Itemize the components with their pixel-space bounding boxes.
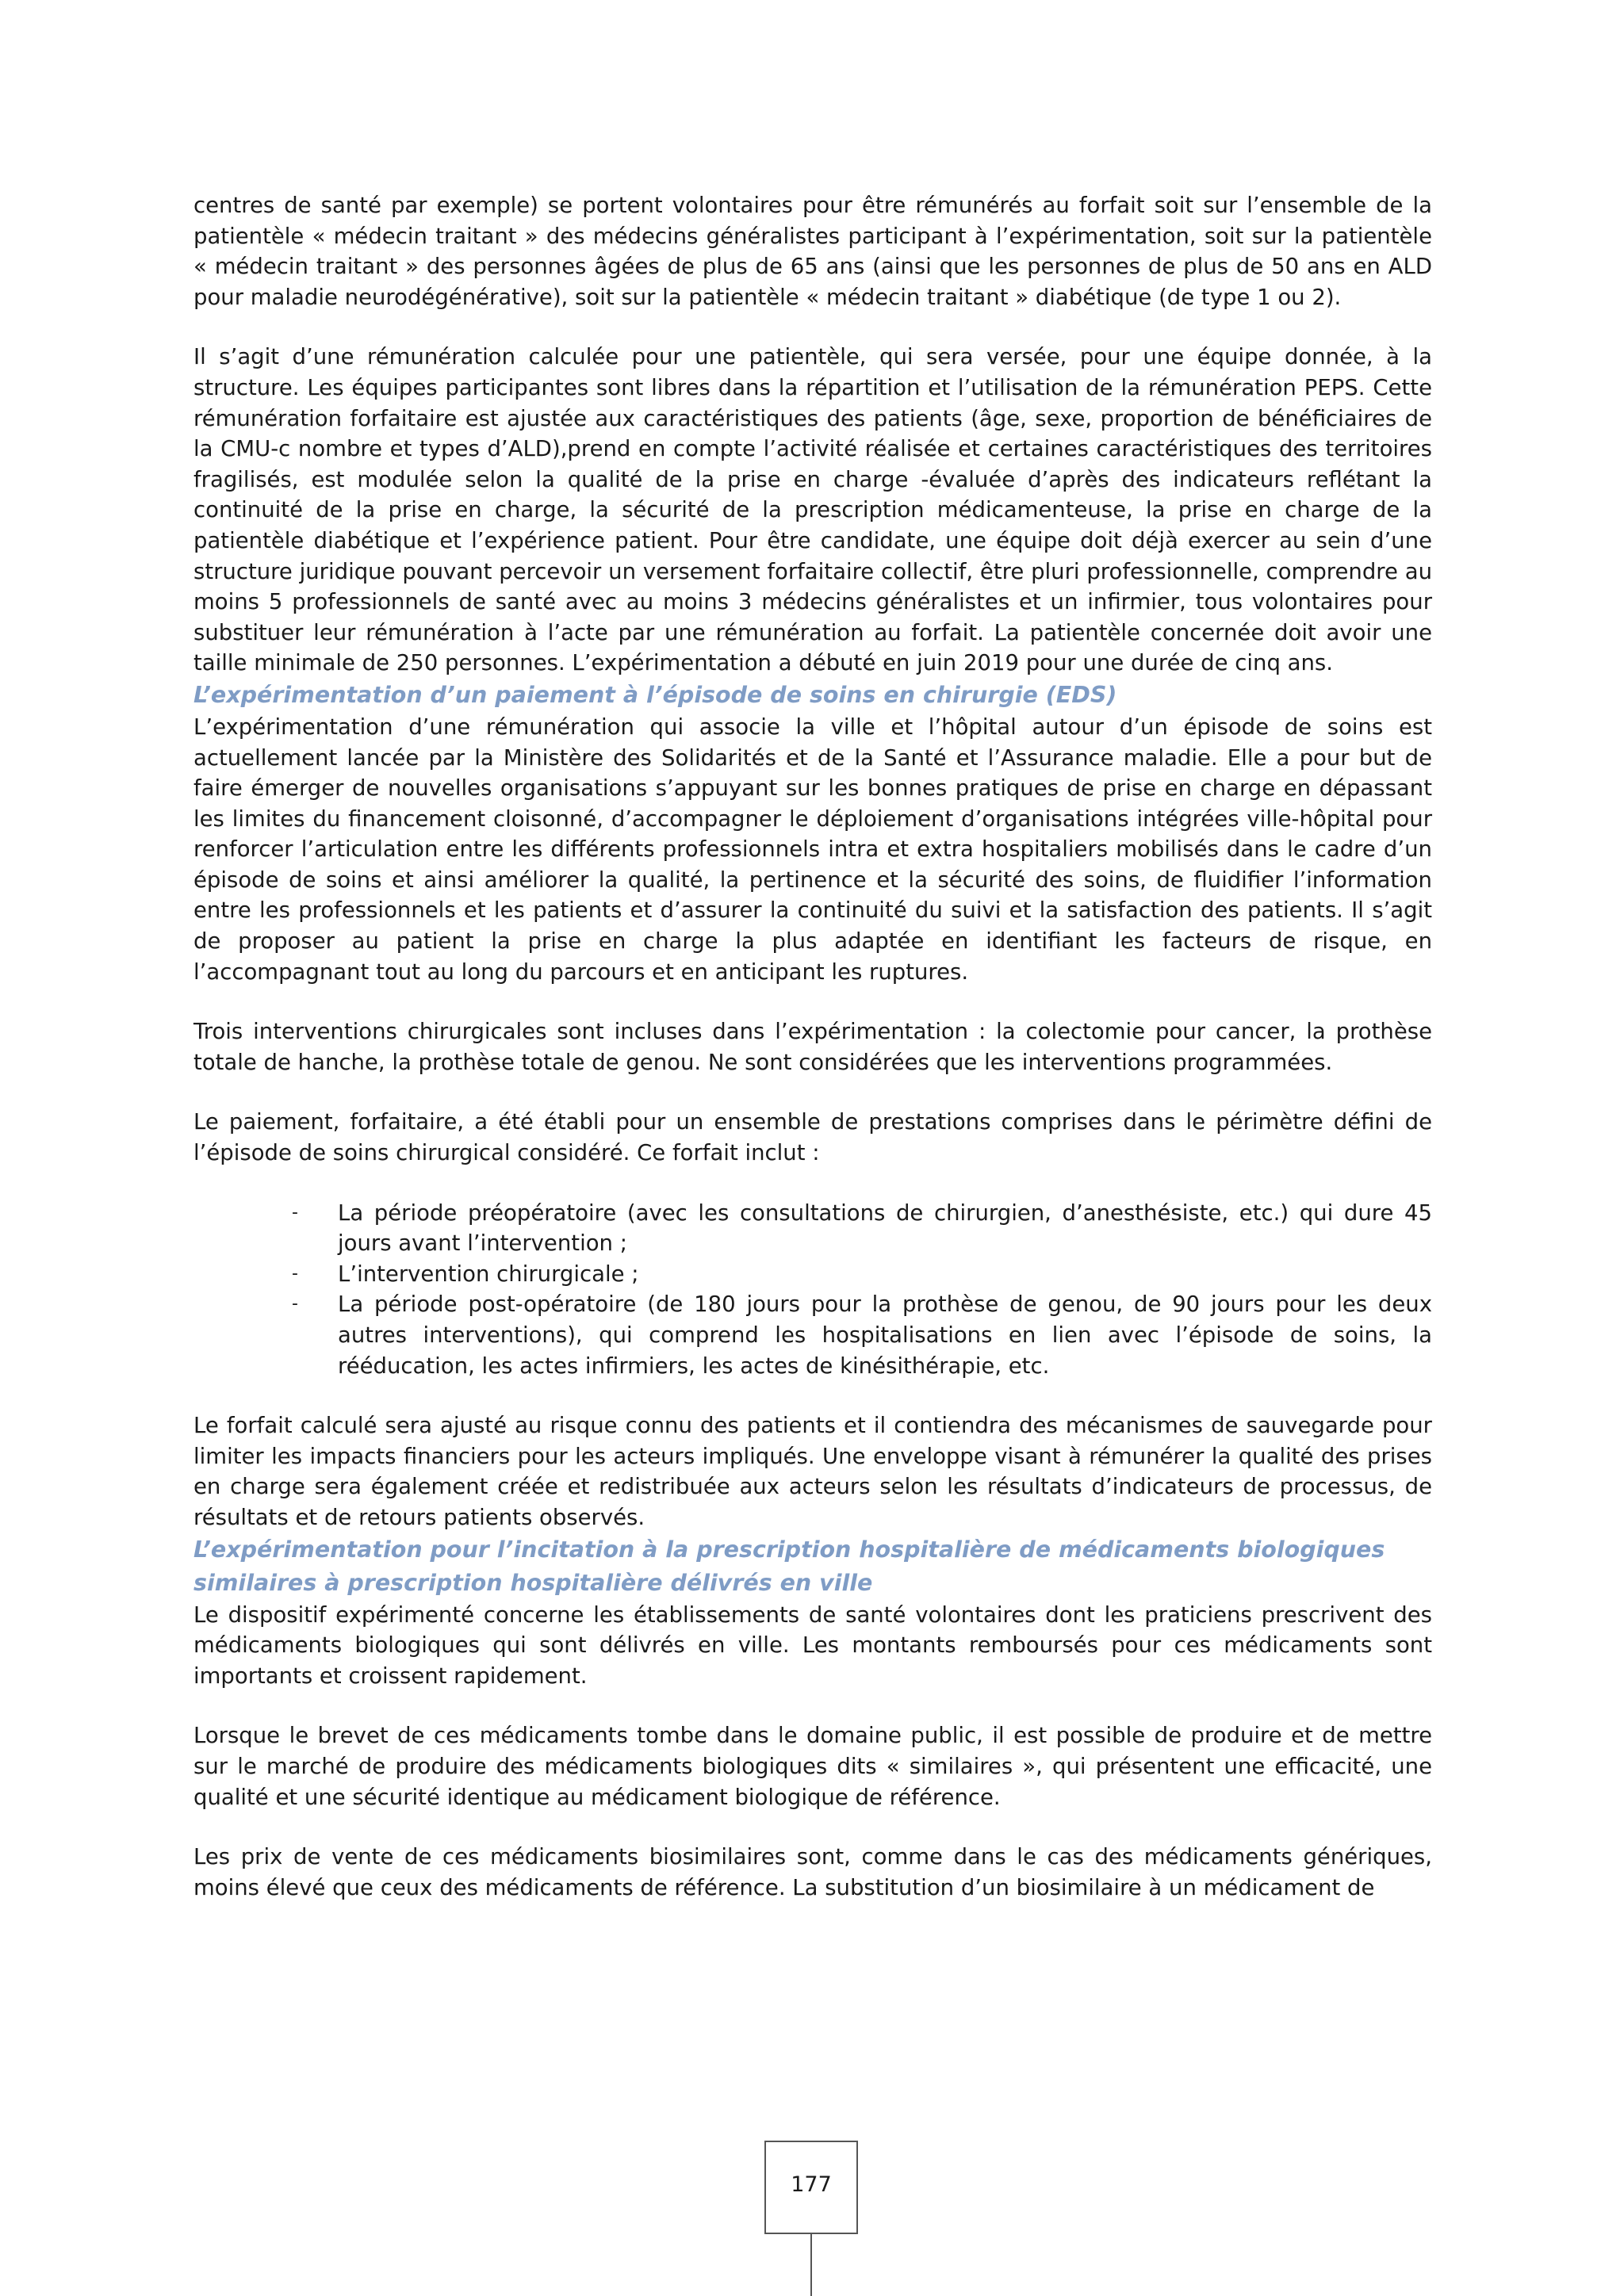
section-heading-eds: L’expérimentation d’un paiement à l’épisode de soins en chirurgie (EDS) <box>193 681 1117 708</box>
dash-bullet: - <box>292 1263 298 1284</box>
intro-paragraph-2: Il s’agit d’une rémunération calculée pour une patientèle, qui sera versée, pour une équipe donnée, à la structure. Les équipes participantes sont libres dans la répartition et l’utilisation de la rémunération PEPS. Cette rémunération forfaitaire est ajustée aux caractéristiques des patients (âge, sexe, proportion de bénéficiaires de la CMU-c nombre et types d’ALD),prend en compte l’activité réalisée et certaines caractéristiques des territoires fragilisés, est modulée selon la qualité de la prise en charge -évaluée d’après des indicateurs reflétant la continuité de la prise en charge, la sécurité de la prescription médicamenteuse, la prise en charge de la patientèle diabétique et l’expérience patient. Pour être candidate, une équipe doit déjà exercer au sein d’une structure juridique pouvant percevoir un versement forfaitaire collectif, être pluri professionnelle, comprendre au moins 5 professionnels de santé avec au moins 3 médecins généralistes et un infirmier, tous volontaires pour substituer leur rémunération à l’acte par une rémunération au forfait. La patientèle concernée doit avoir une taille minimale de 250 personnes. L’expérimentation a débuté en juin 2019 pour une durée de cinq ans. <box>193 344 1432 676</box>
list-item-text: La période post-opératoire (de 180 jours pour la prothèse de genou, de 90 jours pour les deux autres interventions), qui comprend les hospitalisations en lien avec l’épisode de soins, la rééducation, les actes infirmiers, les actes de kinésithérapie, etc. <box>338 1292 1432 1379</box>
eds-paragraph-3: Le paiement, forfaitaire, a été établi pour un ensemble de prestations comprises dans le périmètre défini de l’épisode de soins chirurgical considéré. Ce forfait inclut : <box>193 1109 1432 1166</box>
eds-paragraph-1: L’expérimentation d’une rémunération qui associe la ville et l’hôpital autour d’un épisode de soins est actuellement lancée par la Ministère des Solidarités et de la Santé et l’Assurance maladie. Elle a pour but de faire émerger de nouvelles organisations s’appuyant sur les bonnes pratiques de prise en charge en dépassant les limites du financement cloisonné, d’accompagner le déploiement d’organisations intégrées ville-hôpital pour renforcer l’articulation entre les différents professionnels intra et extra hospitaliers mobilisés dans le cadre d’un épisode de soins et ainsi améliorer la qualité, la pertinence et la sécurité des soins, de fluidifier l’information entre les professionnels et les patients et d’assurer la continuité du suivi et la satisfaction des patients. Il s’agit de proposer au patient la prise en charge la plus adaptée en identifiant les facteurs de risque, en l’accompagnant tout au long du parcours et en anticipant les ruptures. <box>193 714 1432 985</box>
page-number-box <box>764 2141 858 2234</box>
eds-paragraph-2: Trois interventions chirurgicales sont incluses dans l’expérimentation : la colectomie pour cancer, la prothèse totale de hanche, la prothèse totale de genou. Ne sont considérées que les interventions programmées. <box>193 1019 1432 1075</box>
dash-bullet: - <box>292 1202 298 1223</box>
list-item-text: L’intervention chirurgicale ; <box>338 1261 639 1287</box>
list-item <box>292 1198 1432 1259</box>
bio-paragraph-2: Lorsque le brevet de ces médicaments tombe dans le domaine public, il est possible de produire et de mettre sur le marché de produire des médicaments biologiques dits « similaires », qui présentent une efficacité, une qualité et une sécurité identique au médicament biologique de référence. <box>193 1723 1432 1810</box>
page-number: 177 <box>791 2172 832 2197</box>
bio-paragraph-3: Les prix de vente de ces médicaments biosimilaires sont, comme dans le cas des médicaments génériques, moins élevé que ceux des médicaments de référence. La substitution d’un biosimilaire à un médicament de <box>193 1844 1432 1900</box>
forfait-inclusions-list <box>193 1198 1432 1382</box>
list-item <box>292 1289 1432 1381</box>
page-content <box>193 190 1432 1903</box>
page-number-connector-line <box>810 2234 812 2296</box>
section-heading-biosimilars: L’expérimentation pour l’incitation à la prescription hospitalière de médicaments biologiques similaires à prescription hospitalière délivrés en ville <box>193 1536 1385 1596</box>
intro-paragraph-1: centres de santé par exemple) se portent volontaires pour être rémunérés au forfait soit sur l’ensemble de la patientèle « médecin traitant » des médecins généralistes participant à l’expérimentation, soit sur la patientèle « médecin traitant » des personnes âgées de plus de 65 ans (ainsi que les personnes de plus de 50 ans en ALD pour maladie neurodégénérative), soit sur la patientèle « médecin traitant » diabétique (de type 1 ou 2). <box>193 193 1432 310</box>
dash-bullet: - <box>292 1294 298 1314</box>
eds-paragraph-4: Le forfait calculé sera ajusté au risque connu des patients et il contiendra des mécanismes de sauvegarde pour limiter les impacts financiers pour les acteurs impliqués. Une enveloppe visant à rémunérer la qualité des prises en charge sera également créée et redistribuée aux acteurs selon les résultats d’indicateurs de processus, de résultats et de retours patients observés. <box>193 1413 1432 1530</box>
list-item-text: La période préopératoire (avec les consultations de chirurgien, d’anesthésiste, etc.) qui dure 45 jours avant l’intervention ; <box>338 1200 1432 1257</box>
list-item <box>292 1259 1432 1290</box>
bio-paragraph-1: Le dispositif expérimenté concerne les établissements de santé volontaires dont les praticiens prescrivent des médicaments biologiques qui sont délivrés en ville. Les montants remboursés pour ces médicaments sont importants et croissent rapidement. <box>193 1601 1432 1689</box>
